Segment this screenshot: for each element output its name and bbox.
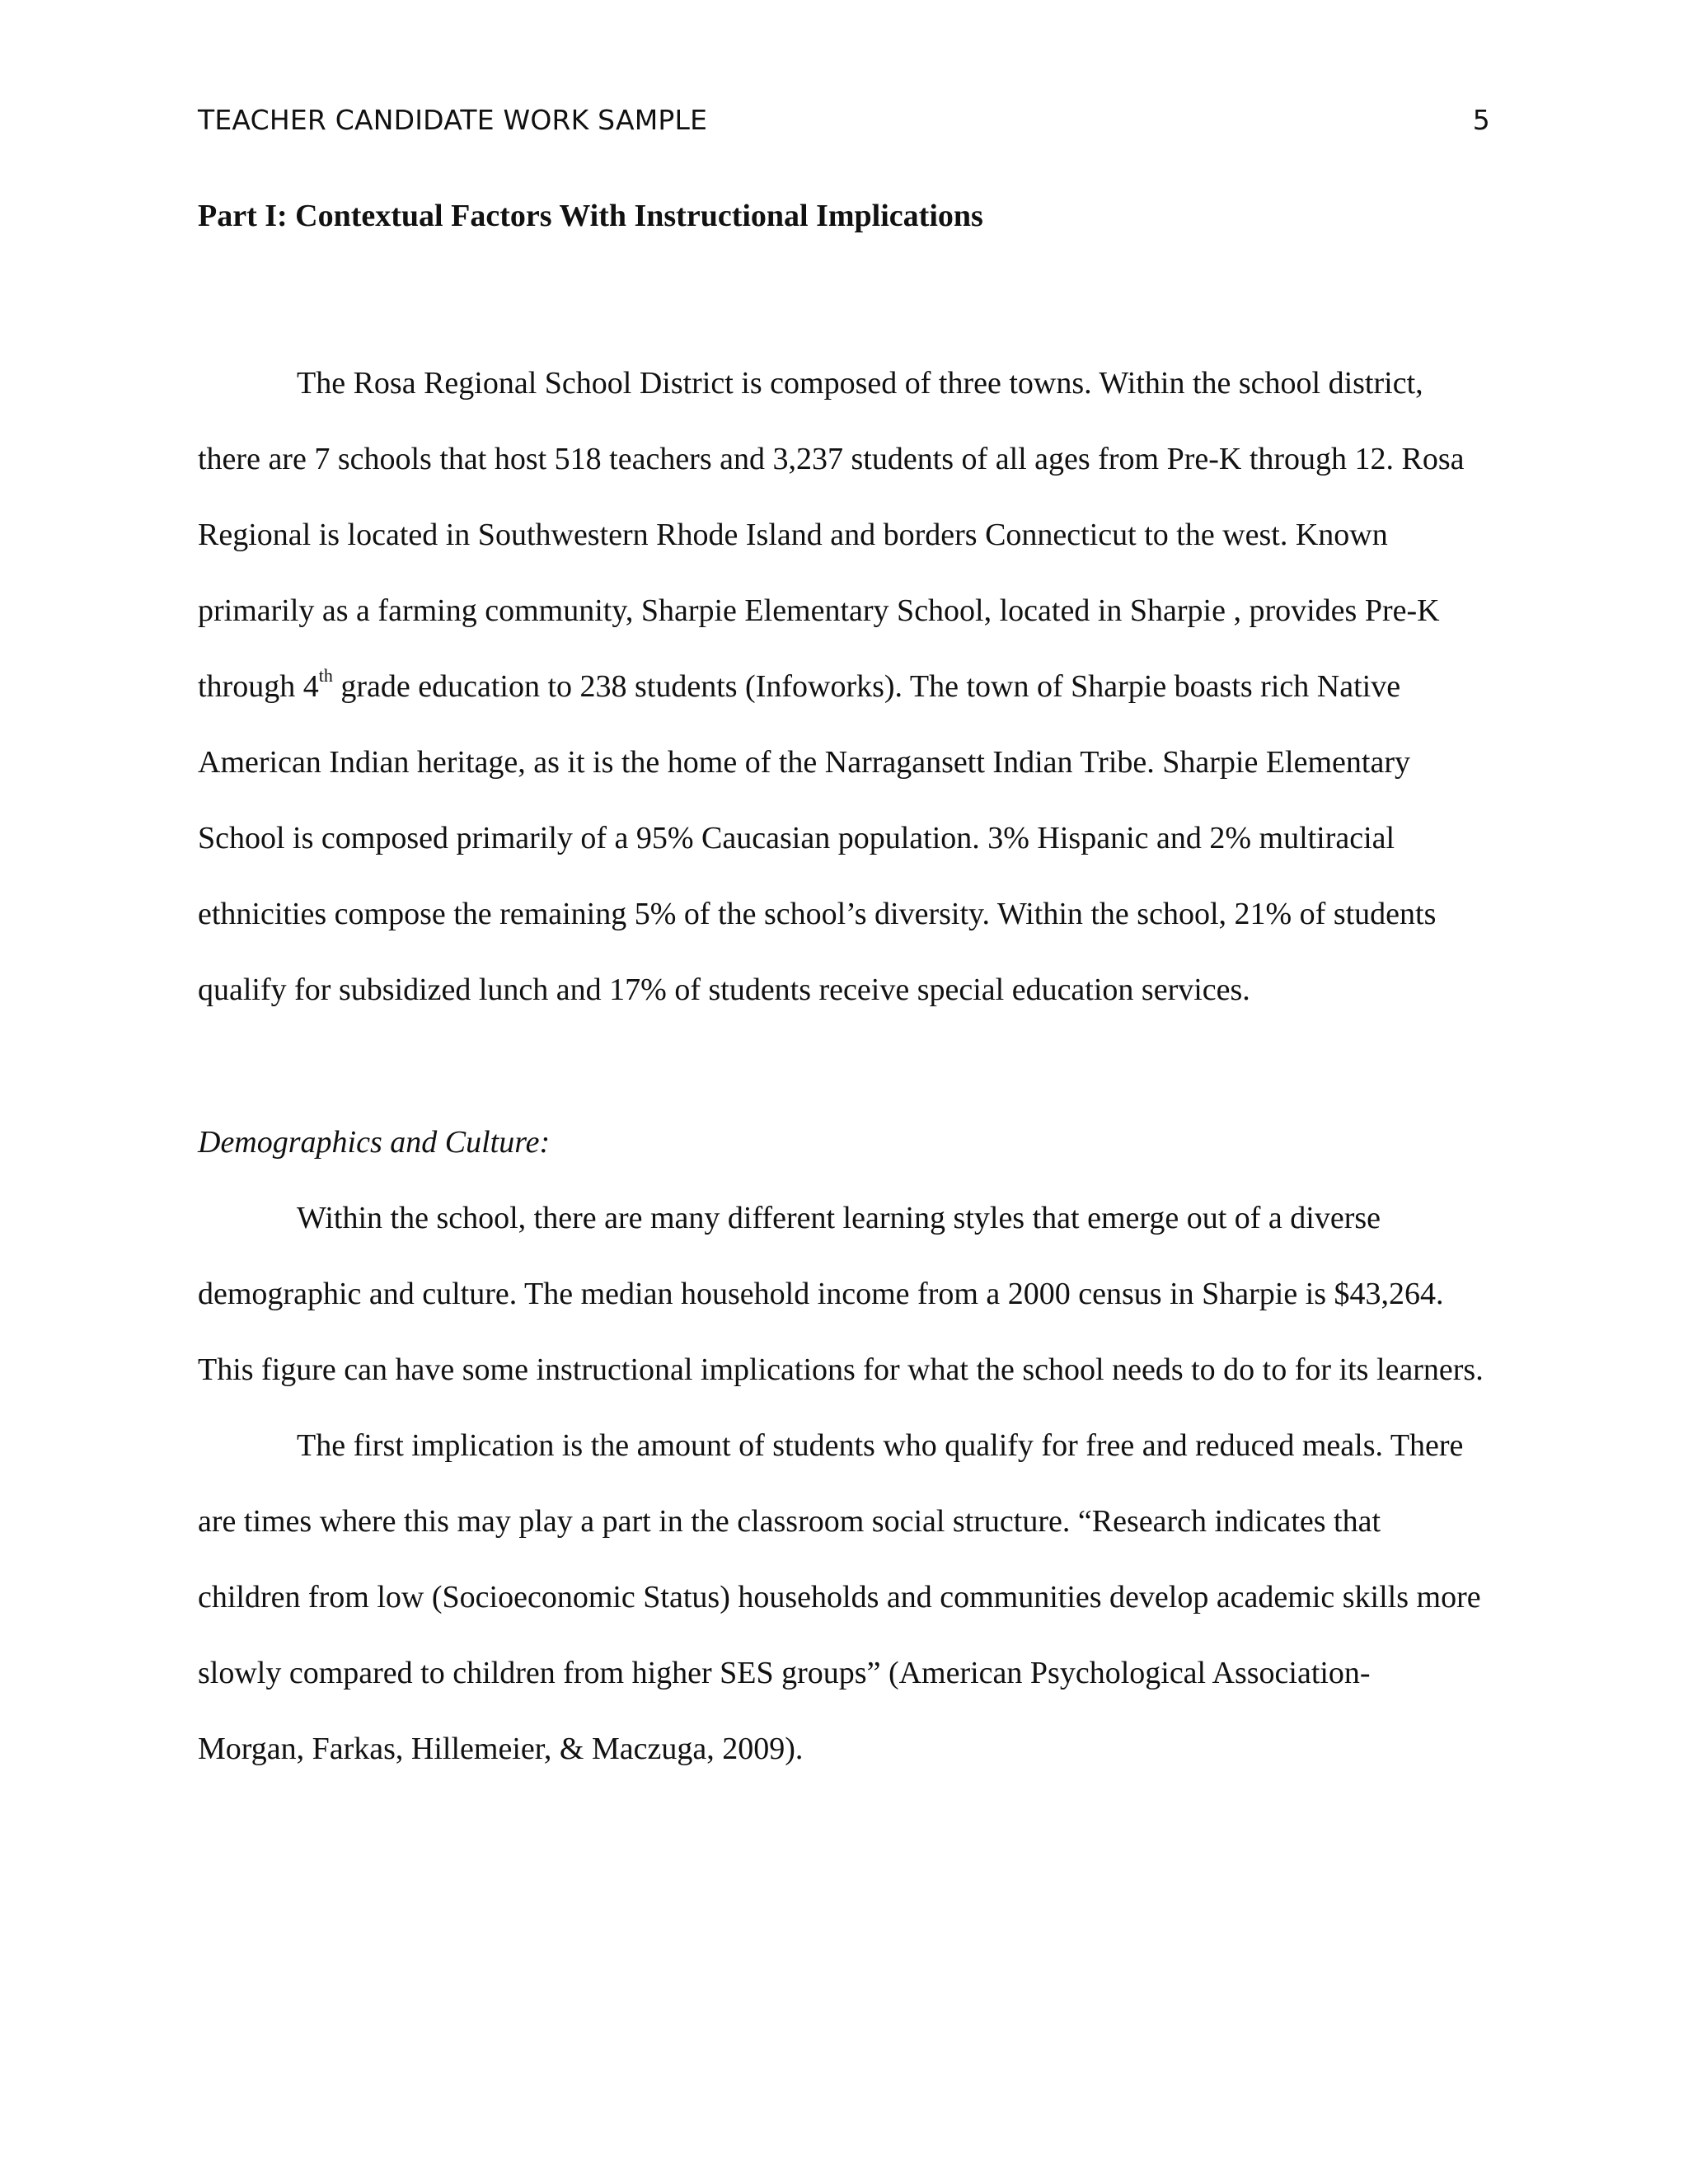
running-title: TEACHER CANDIDATE WORK SAMPLE [198, 104, 708, 136]
document-body [198, 196, 1484, 1787]
section-heading: Part I: Contextual Factors With Instructional Implications [198, 199, 983, 233]
page-number: 5 [1472, 104, 1490, 136]
intro-text-before-superscript: The Rosa Regional School District is composed of three towns. Within the school district, there are 7 schools that host 518 teachers and 3,237 students of all ages from Pre-K through 12. Rosa Regional is located in Southwestern Rhode Island and borders Connecticut to the west. Known primarily as a farming community, Sharpie Elementary School, located in Sharpie , provides Pre-K through 4 [198, 366, 1465, 704]
subsection-heading: Demographics and Culture: [198, 1125, 551, 1160]
ordinal-superscript: th [318, 665, 333, 686]
running-header [198, 101, 1490, 140]
body-paragraph: The first implication is the amount of students who qualify for free and reduced meals. There are times where this may play a part in the classroom social structure. “Research indicates that children from low (Socioeconomic Status) households and communities develop academic skills more slowly compared to children from higher SES groups” (American Psychological Association- Morgan, Farkas, Hillemeier, & Maczuga, 2009). [198, 1428, 1481, 1766]
intro-text-after-superscript: grade education to 238 students (Infoworks). The town of Sharpie boasts rich Native American Indian heritage, as it is the home of the Narragansett Indian Tribe. Sharpie Elementary School is composed primarily of a 95% Caucasian population. 3% Hispanic and 2% multiracial ethnicities compose the remaining 5% of the school’s diversity. Within the school, 21% of students qualify for subsidized lunch and 17% of students receive special education services. [198, 669, 1437, 1007]
body-paragraph: Within the school, there are many different learning styles that emerge out of a diverse demographic and culture. The median household income from a 2000 census in Sharpie is $43,264. This figure can have some instructional implications for what the school needs to do to for its learners. [198, 1201, 1484, 1387]
intro-paragraph [198, 345, 1484, 1028]
